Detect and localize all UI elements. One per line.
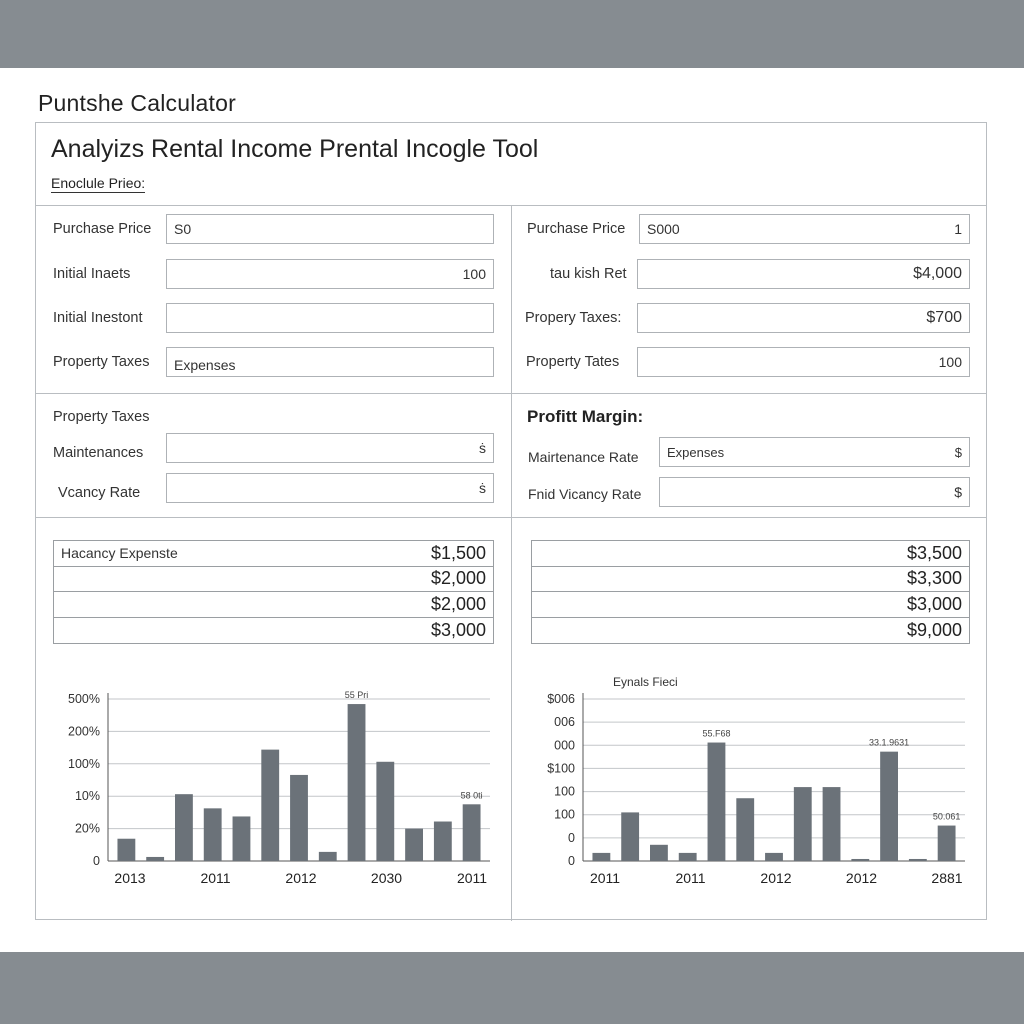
cash-rent-input[interactable] [637, 259, 970, 289]
bar [290, 775, 308, 861]
maintenance-rate-input[interactable] [659, 437, 970, 467]
section-divider-2 [36, 517, 986, 518]
y-tick-label: 0 [568, 830, 575, 845]
maintenance-value: ṡ [479, 440, 486, 456]
y-tick-label: 100% [68, 756, 100, 771]
purchase-price-value: S0 [174, 221, 192, 237]
bar [621, 812, 639, 861]
x-tick-label: 2011 [589, 870, 621, 886]
right-bar-chart [531, 663, 976, 903]
bar [204, 808, 222, 861]
table-row [532, 592, 969, 618]
initial-investment-input[interactable] [166, 303, 494, 333]
x-tick-label: 2012 [760, 870, 792, 886]
bar [175, 794, 193, 861]
panel-header [36, 123, 986, 206]
bar [851, 859, 869, 861]
maintenance-rate-suffix: $ [954, 444, 962, 460]
y-tick-label: 10% [74, 789, 100, 804]
bar [348, 704, 366, 861]
right-purchase-price-input[interactable] [639, 214, 970, 244]
panel-title: Analyizs Rental Income Prental Incogle Tool [51, 135, 539, 163]
right-summary-table [531, 540, 970, 644]
property-taxes-input[interactable] [166, 347, 494, 377]
bar [592, 853, 610, 861]
bar [463, 804, 481, 861]
vacancy-rate-label: Vcancy Rate [58, 485, 141, 501]
x-tick-label: 2030 [370, 870, 403, 886]
bar [765, 853, 783, 861]
rental-income-panel [35, 122, 987, 920]
expenses-heading: Property Taxes [53, 409, 150, 425]
section-divider-1 [36, 393, 986, 394]
summary-value: $2,000 [430, 593, 486, 614]
y-tick-label: 000 [554, 738, 575, 753]
summary-value: $1,500 [430, 542, 486, 563]
summary-value: $3,000 [430, 619, 486, 640]
y-tick-label: $100 [547, 761, 575, 776]
find-vacancy-rate-label: Fnid Vicancy Rate [528, 486, 642, 502]
panel-subtitle: Enoclule Prieo: [51, 175, 146, 191]
y-tick-label: 100 [554, 807, 575, 822]
bar [909, 859, 927, 861]
initial-inaets-input[interactable] [166, 259, 494, 289]
right-purchase-price-label: Purchase Price [527, 221, 626, 237]
summary-value: $9,000 [906, 619, 962, 640]
bar [823, 787, 841, 861]
maintenance-rate-value: Expenses [667, 444, 725, 460]
x-tick-label: 2881 [931, 870, 963, 886]
column-divider [511, 205, 512, 921]
bar [233, 816, 251, 861]
vacancy-rate-input[interactable] [166, 473, 494, 503]
bar-annotation: 55.F68 [702, 728, 731, 739]
summary-value: $2,000 [430, 568, 486, 589]
vacancy-rate-value: ṡ [479, 480, 486, 496]
initial-investment-label: Initial Inestont [53, 310, 143, 326]
summary-value: $3,000 [906, 593, 962, 614]
bar [434, 822, 452, 861]
bar [319, 852, 337, 861]
y-tick-label: 200% [68, 724, 100, 739]
x-tick-label: 2011 [456, 870, 488, 886]
y-tick-label: 20% [74, 821, 100, 836]
x-tick-label: 2012 [285, 870, 317, 886]
calculator-page [0, 68, 1024, 952]
property-taxes-value: Expenses [174, 357, 236, 373]
bar-annotation: 58 0ti [460, 790, 483, 801]
bar [261, 750, 279, 861]
initial-inaets-value: 100 [462, 266, 486, 282]
summary-label: Hacancy Expenste [61, 545, 178, 562]
property-tates-value: 100 [938, 354, 962, 370]
purchase-price-input[interactable] [166, 214, 494, 244]
profit-margin-label: Profitt Margin: [527, 407, 644, 426]
bar-annotation: 33.1.9631 [869, 737, 910, 748]
x-tick-label: 2012 [845, 870, 878, 886]
right-purchase-price-value: S000 [647, 221, 680, 237]
chart-title: Eynals Fieci [613, 675, 678, 689]
initial-inaets-label: Initial Inaets [53, 266, 131, 282]
table-row [54, 592, 493, 618]
right-property-taxes-input[interactable] [637, 303, 970, 333]
left-summary-table [53, 540, 494, 644]
right-property-taxes-value: $700 [926, 309, 962, 326]
purchase-price-label: Purchase Price [53, 221, 152, 237]
y-tick-label: 0 [93, 854, 100, 868]
summary-value: $3,300 [906, 568, 962, 589]
bar-annotation: 50.061 [932, 811, 961, 822]
y-tick-label: 500% [68, 692, 100, 706]
table-row [532, 618, 969, 644]
property-taxes-label: Property Taxes [53, 354, 150, 370]
maintenance-label: Maintenances [53, 445, 144, 461]
bar [376, 762, 394, 861]
bar [650, 845, 668, 861]
bar [880, 752, 898, 861]
bar [708, 743, 726, 861]
maintenance-rate-label: Mairtenance Rate [528, 449, 639, 465]
app-title: Puntshe Calculator [38, 90, 236, 116]
summary-value: $3,500 [906, 542, 962, 563]
y-tick-label: $006 [547, 692, 575, 706]
bar [117, 839, 135, 861]
cash-rent-value: $4,000 [913, 265, 962, 282]
table-row [532, 567, 969, 593]
bar [794, 787, 812, 861]
property-tates-input[interactable] [637, 347, 970, 377]
y-tick-label: 006 [554, 715, 575, 730]
x-tick-label: 2011 [675, 870, 706, 886]
maintenance-input[interactable] [166, 433, 494, 463]
bar-annotation: 55 Pri [344, 690, 369, 701]
cash-rent-label: tau kish Ret [550, 266, 627, 282]
table-row [54, 541, 493, 567]
bar [679, 853, 697, 861]
bar [405, 829, 423, 861]
bar [146, 857, 164, 861]
y-tick-label: 0 [568, 854, 575, 868]
find-vacancy-rate-suffix: $ [954, 484, 962, 500]
bar [736, 798, 754, 861]
bar [938, 826, 956, 861]
left-bar-chart [56, 663, 501, 903]
table-row [54, 618, 493, 644]
right-property-taxes-label: Propery Taxes: [525, 310, 622, 326]
table-row [54, 567, 493, 593]
property-tates-label: Property Tates [526, 354, 620, 370]
find-vacancy-rate-input[interactable] [659, 477, 970, 507]
right-purchase-price-suffix: 1 [954, 221, 962, 237]
table-row [532, 541, 969, 567]
y-tick-label: 100 [554, 784, 575, 799]
x-tick-label: 2013 [114, 870, 146, 886]
x-tick-label: 2011 [200, 870, 231, 886]
